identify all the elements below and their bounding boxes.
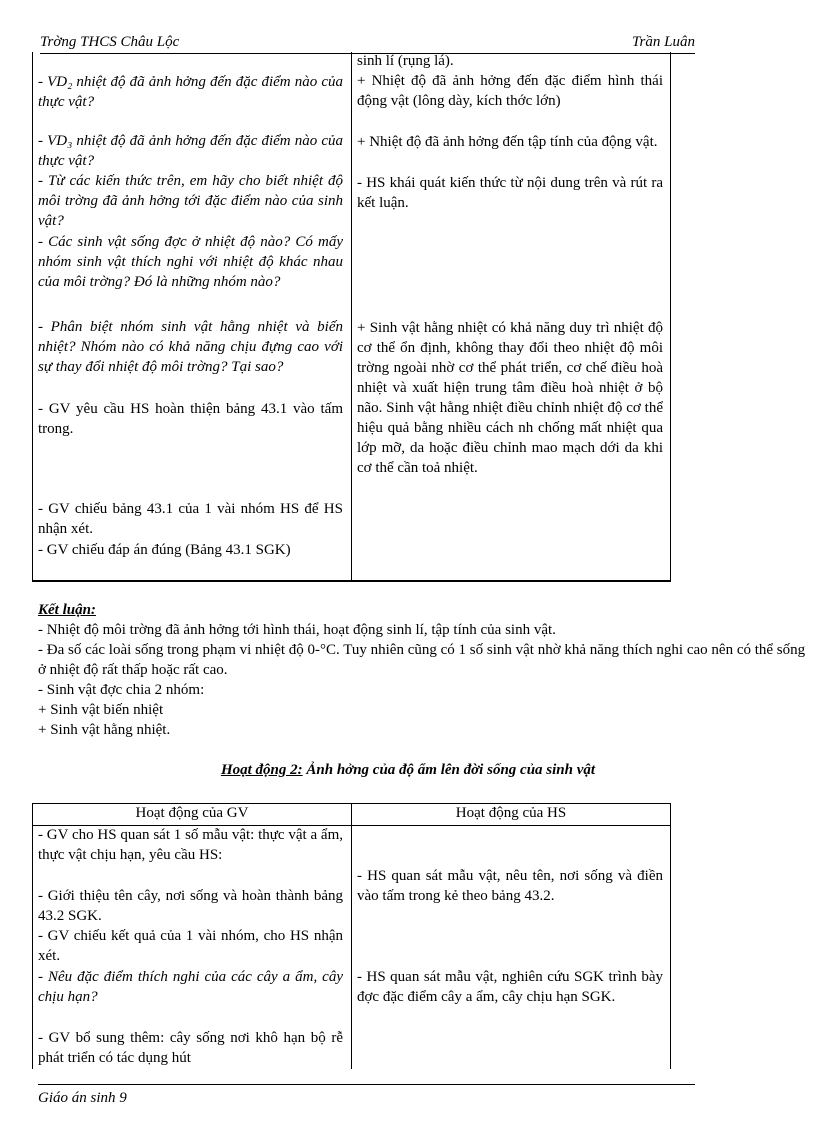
column-divider [351, 804, 352, 1069]
school-name: Trờng THCS Châu Lộc [40, 34, 180, 50]
teacher-question-adaptation: - Nêu đặc điểm thích nghi của các cây a ẩm, cây chịu hạn? [38, 969, 343, 1005]
conclusion-line: + Sinh vật biến nhiệt [38, 702, 164, 718]
column-divider [351, 52, 352, 580]
teacher-question-vd3: - VD₃ nhiệt độ đã ảnh hởng đến đặc điểm nào của thực vật? [38, 133, 343, 169]
author-name: Trần Luân [632, 34, 695, 50]
conclusion-line: - Đa số các loài sống trong phạm vi nhiệt độ 0-°C. Tuy nhiên cũng có 1 số sinh vật nhờ khả năng thích nghi cao nên có thể sống ở nhiệt độ rất thấp hoặc rất cao. [38, 642, 806, 678]
teacher-step-supplement: - GV bổ sung thêm: cây sống nơi khô hạn bộ rễ phát triển có tác dụng hút [38, 1030, 343, 1066]
student-answer-leaf-fall: sinh lí (rụng lá). [357, 53, 454, 69]
student-answer-animal-form: + Nhiệt độ đã ảnh hởng đến đặc điểm hình thái động vật (lông dày, kích thớc lớn) [357, 73, 663, 109]
teacher-step-introduce: - Giới thiệu tên cây, nơi sống và hoàn thành bảng 43.2 SGK. [38, 888, 343, 924]
student-answer-homeotherm: + Sinh vật hằng nhiệt có khả năng duy trì nhiệt độ cơ thể ổn định, không thay đổi theo nhiệt độ môi trờng ngoài nhờ cơ thể phát triển, cơ chế điều hoà nhiệt và xuất hiện trung tâm điều hoà nhiệt ở bộ não. Sinh vật hằng nhiệt điều chỉnh nhiệt độ cơ thể hiệu quả bằng nhiều cách nh chống mất nhiệt qua lớp mỡ, da hoặc điều chỉnh mao mạch dới da khi cơ thể cần toả nhiệt. [357, 320, 663, 476]
activity-2-table [32, 803, 671, 1069]
teacher-question-temperature-groups: - Các sinh vật sống đợc ở nhiệt độ nào? Có mấy nhóm sinh vật thích nghi với nhiệt độ khác nhau của môi trờng? Đó là những nhóm nào? [38, 234, 343, 290]
footer-text: Giáo án sinh 9 [38, 1090, 127, 1106]
activity-table-continued [32, 52, 671, 582]
teacher-task-show-answer: - GV chiếu đáp án đúng (Bảng 43.1 SGK) [38, 542, 291, 558]
teacher-task-complete-table: - GV yêu cầu HS hoàn thiện bảng 43.1 vào tấm trong. [38, 401, 343, 437]
student-column-header: Hoạt động của HS [455, 805, 567, 821]
student-activity-present: - HS quan sát mẫu vật, nghiên cứu SGK trình bày đợc đặc điểm cây a ẩm, cây chịu hạn SGK. [357, 969, 663, 1005]
conclusion-section [38, 600, 808, 740]
conclusion-line: - Sinh vật đợc chia 2 nhóm: [38, 682, 205, 698]
teacher-question-vd2: - VD₂ nhiệt độ đã ảnh hởng đến đặc điểm nào của thực vật? [38, 74, 343, 110]
activity-2-heading [0, 762, 816, 779]
page-footer [38, 1084, 695, 1106]
teacher-column-header: Hoạt động của GV [135, 805, 249, 821]
teacher-task-show-table: - GV chiếu bảng 43.1 của 1 vài nhóm HS để HS nhận xét. [38, 501, 343, 537]
teacher-question-temperature-effect: - Từ các kiến thức trên, em hãy cho biết nhiệt độ môi trờng đã ảnh hởng tới đặc điểm nào của sinh vật? [38, 173, 343, 229]
conclusion-line: - Nhiệt độ môi trờng đã ảnh hởng tới hình thái, hoạt động sinh lí, tập tính của sinh vật. [38, 622, 556, 638]
teacher-step-observe: - GV cho HS quan sát 1 số mẫu vật: thực vật a ẩm, thực vật chịu hạn, yêu cầu HS: [38, 827, 343, 863]
student-activity-observe: - HS quan sát mẫu vật, nêu tên, nơi sống và điền vào tấm trong kẻ theo bảng 43.2. [357, 868, 663, 904]
conclusion-title: Kết luận: [38, 602, 96, 618]
student-answer-animal-behavior: + Nhiệt độ đã ảnh hởng đến tập tính của động vật. [357, 134, 658, 150]
activity-2-title: Ảnh hởng của độ ẩm lên đời sống của sinh vật [302, 762, 596, 778]
teacher-question-classify-groups: - Phân biệt nhóm sinh vật hằng nhiệt và biến nhiệt? Nhóm nào có khả năng chịu đựng cao với sự thay đổi nhiệt độ môi trờng? Tại sao? [38, 319, 343, 375]
activity-2-label: Hoạt động 2: [220, 762, 303, 778]
conclusion-line: + Sinh vật hằng nhiệt. [38, 722, 171, 738]
teacher-step-show-results: - GV chiếu kết quả của 1 vài nhóm, cho HS nhận xét. [38, 928, 343, 964]
student-answer-generalize: - HS khái quát kiến thức từ nội dung trên và rút ra kết luận. [357, 175, 663, 211]
